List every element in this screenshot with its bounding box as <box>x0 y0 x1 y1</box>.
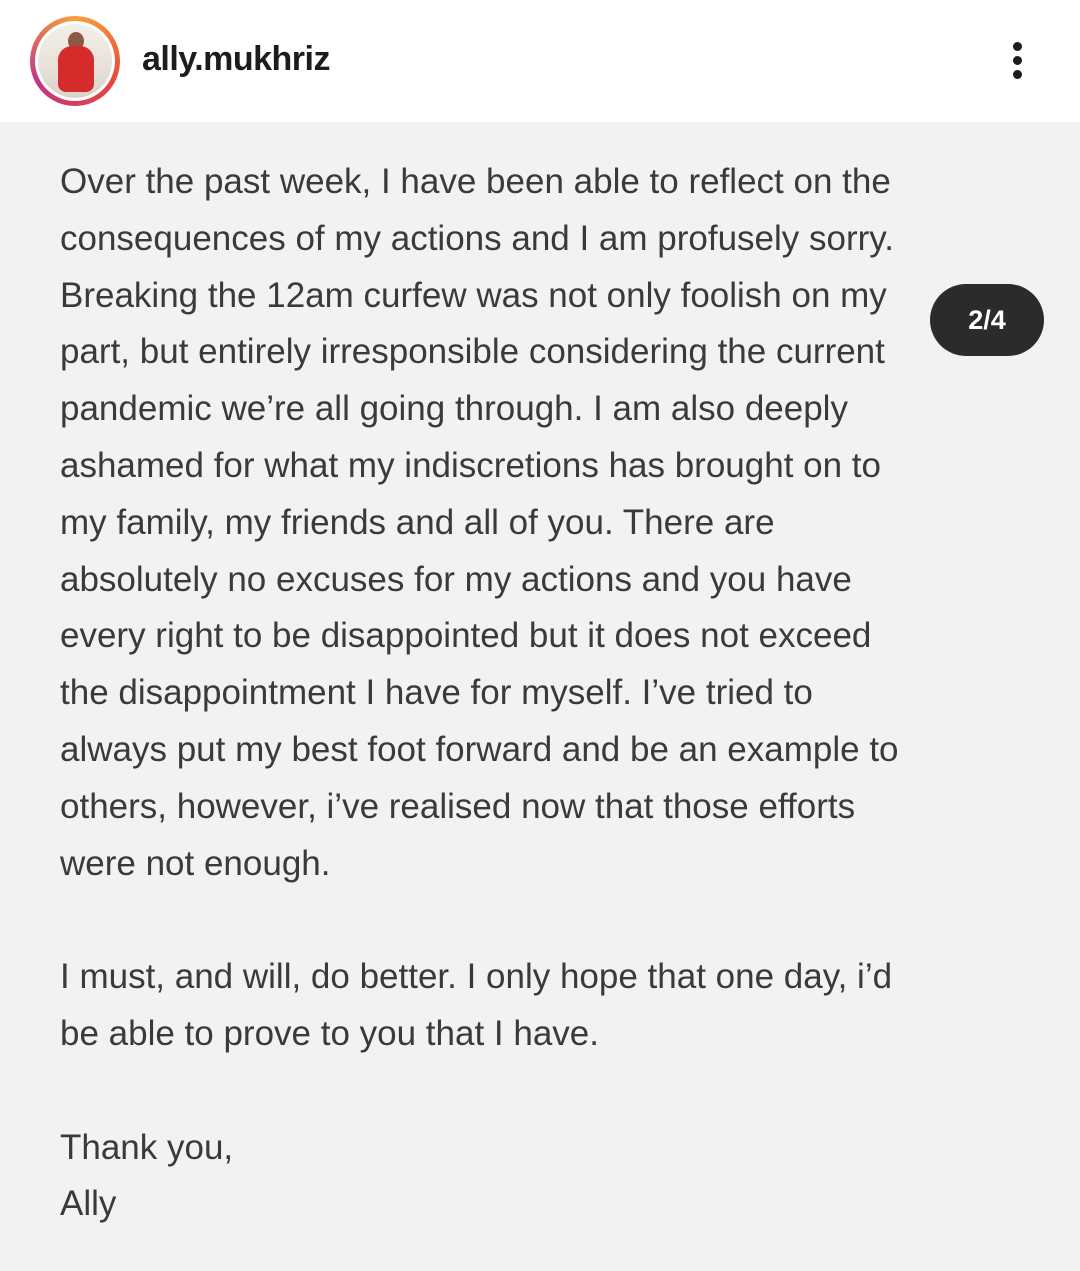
more-vertical-icon <box>1013 42 1022 51</box>
text-line: every right to be disappointed but it does not exceed <box>60 616 872 656</box>
text-line: always put my best foot forward and be an example to <box>60 729 899 769</box>
paragraph-spacer <box>60 892 1050 949</box>
text-line: absolutely no excuses for my actions and you have <box>60 559 852 599</box>
text-line: be able to prove to you that I have. <box>60 1013 599 1053</box>
story-ring[interactable] <box>30 16 120 106</box>
text-line: Over the past week, I have been able to reflect on the <box>60 162 891 201</box>
more-vertical-icon-dot <box>1013 70 1022 79</box>
text-line: I must, and will, do better. I only hope that one day, i’d <box>60 957 893 997</box>
text-line: ashamed for what my indiscretions has brought on to <box>60 445 881 485</box>
more-options-button[interactable] <box>998 38 1038 84</box>
avatar-photo <box>38 24 112 98</box>
paragraph-spacer <box>60 1063 1050 1120</box>
text-line: the disappointment I have for myself. I’ve tried to <box>60 673 813 713</box>
avatar-figure <box>58 46 94 92</box>
text-line: my family, my friends and all of you. There are <box>60 502 775 542</box>
post-header <box>0 0 1080 122</box>
more-vertical-icon-dot <box>1013 56 1022 65</box>
promise-paragraph <box>60 949 1050 1063</box>
text-line: consequences of my actions and I am profusely sorry. <box>60 218 894 258</box>
signoff-paragraph <box>60 1120 1050 1234</box>
text-line: Breaking the 12am curfew was not only foolish on my <box>60 275 887 315</box>
text-line: others, however, i’ve realised now that those efforts <box>60 786 856 826</box>
signature-name: Ally <box>60 1184 117 1224</box>
avatar[interactable] <box>35 21 115 101</box>
carousel-counter-badge: 2/4 <box>930 284 1044 356</box>
text-line: Thank you, <box>60 1127 234 1167</box>
post-image-text <box>60 154 1050 1233</box>
apology-paragraph <box>60 154 1050 892</box>
text-line: pandemic we’re all going through. I am also deeply <box>60 389 848 429</box>
username-link[interactable]: ally.mukhriz <box>142 40 330 78</box>
post-image[interactable] <box>0 122 1080 1271</box>
text-line: were not enough. <box>60 843 331 883</box>
text-line: part, but entirely irresponsible considering the current <box>60 332 885 372</box>
